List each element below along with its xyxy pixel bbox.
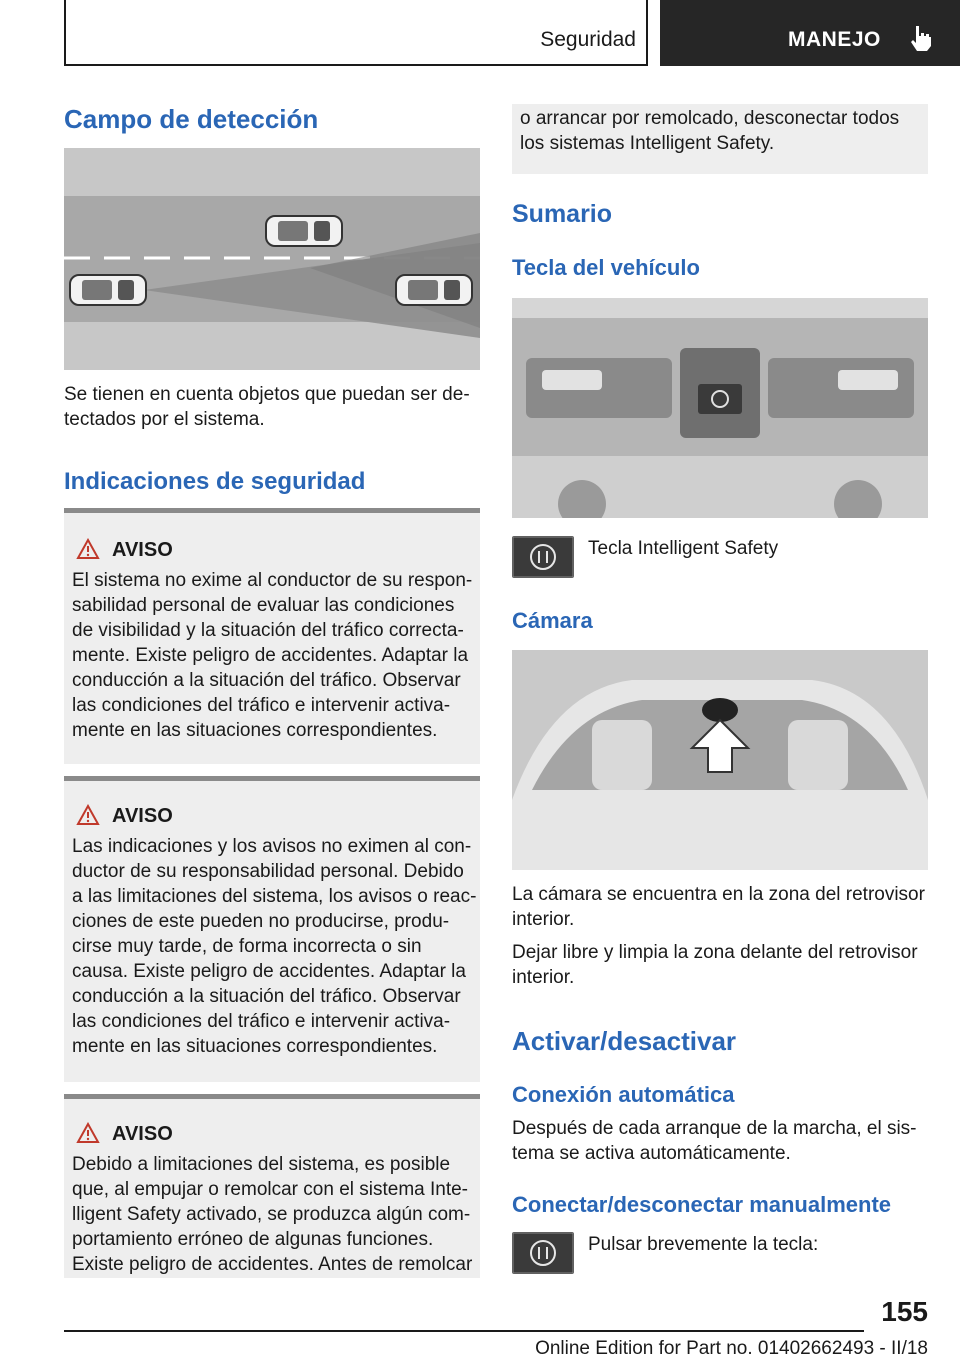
auto-text-line: tema se activa automáticamente. — [512, 1143, 791, 1164]
warning-line: causa. Existe peligro de accidentes. Adaptar la — [72, 961, 466, 982]
warning-line: portamiento erróneo de algunas funciones. — [72, 1229, 434, 1250]
warning-box-1 — [64, 508, 480, 764]
detection-caption — [64, 382, 484, 432]
intelligent-safety-key-icon — [512, 1232, 574, 1274]
heading-safety: Indicaciones de seguridad — [64, 468, 366, 495]
warning-line: ductor de su responsabilidad personal. Debido — [72, 861, 464, 882]
warning-box-2 — [64, 776, 480, 1082]
warning-line: cirse muy tarde, de forma incorrecta o sin — [72, 936, 422, 957]
warning-line: que, al empujar o remolcar con el sistema Inte- — [72, 1179, 469, 1200]
header-section: Seguridad — [540, 28, 636, 51]
warning-text — [72, 834, 480, 1059]
car-top — [266, 216, 342, 246]
auto-text-line: Después de cada arranque de la marcha, el sis- — [512, 1118, 917, 1139]
warning-line: conducción a la situación del tráfico. Observar — [72, 986, 461, 1007]
warning-line: Las indicaciones y los avisos no eximen al con- — [72, 836, 472, 857]
manual-text: Pulsar brevemente la tecla: — [588, 1234, 819, 1255]
warning-title: AVISO — [112, 539, 173, 561]
warning-title: AVISO — [112, 1123, 173, 1145]
warning-triangle-icon — [76, 1122, 100, 1149]
warning-text — [72, 568, 480, 743]
header-frame-right — [646, 0, 648, 66]
warning-line: las condiciones del tráfico e intervenir activa- — [72, 695, 451, 716]
camera-text-line: interior. — [512, 909, 575, 930]
heading-summary: Sumario — [512, 200, 613, 228]
heading-vehicle-key: Tecla del vehículo — [512, 255, 700, 280]
camera-photo — [512, 650, 928, 870]
heading-auto: Conexión automática — [512, 1082, 735, 1107]
footer-edition: Online Edition for Part no. 01402662493 - II/18 — [535, 1338, 928, 1359]
warning-line: los sistemas Intelligent Safety. — [520, 133, 775, 154]
vehicle-key-photo — [512, 298, 928, 518]
warning-triangle-icon — [76, 538, 100, 565]
warning-line: Existe peligro de accidentes. Antes de remolcar — [72, 1254, 473, 1275]
car-left — [70, 275, 146, 305]
heading-camera: Cámara — [512, 608, 593, 633]
warning-line: mente en las situaciones correspondientes. — [72, 720, 438, 741]
auto-text — [512, 1116, 932, 1166]
detection-diagram — [64, 148, 480, 370]
warning-line: El sistema no exime al conductor de su respon- — [72, 570, 473, 591]
heading-manual: Conectar/desconectar manualmente — [512, 1192, 892, 1217]
warning-line: mente. Existe peligro de accidentes. Adaptar la — [72, 645, 469, 666]
header-frame-left — [64, 0, 66, 66]
warning-line: conducción a la situación del tráfico. Observar — [72, 670, 461, 691]
warning-bar — [64, 776, 480, 781]
car-right — [396, 275, 472, 305]
header-rule — [64, 64, 648, 66]
warning-box-continued — [512, 104, 928, 174]
camera-text-line: La cámara se encuentra en la zona del retrovisor — [512, 884, 925, 905]
detection-caption-line: tectados por el sistema. — [64, 409, 265, 430]
warning-bar — [64, 1094, 480, 1099]
warning-line: mente en las situaciones correspondientes. — [72, 1036, 438, 1057]
camera-text-1 — [512, 882, 932, 932]
detection-caption-line: Se tienen en cuenta objetos que puedan ser de- — [64, 384, 470, 405]
heading-activate: Activar/desactivar — [512, 1026, 737, 1056]
header-tab-label: MANEJO — [788, 28, 881, 51]
hand-pointer-icon — [908, 24, 934, 57]
warning-line: o arrancar por remolcado, desconectar todos — [520, 108, 900, 129]
warning-box-3 — [64, 1094, 480, 1278]
key-label: Tecla Intelligent Safety — [588, 538, 779, 559]
warning-line: lligent Safety activado, se produzca algún com- — [72, 1204, 471, 1225]
footer-rule — [64, 1330, 864, 1332]
page-number: 155 — [881, 1296, 928, 1327]
warning-title: AVISO — [112, 805, 173, 827]
camera-text-2 — [512, 940, 932, 990]
warning-triangle-icon — [76, 804, 100, 831]
warning-line: Debido a limitaciones del sistema, es posible — [72, 1154, 451, 1175]
camera-text-line: interior. — [512, 967, 575, 988]
warning-text — [520, 106, 928, 156]
warning-line: a las limitaciones del sistema, los avisos o reac- — [72, 886, 477, 907]
heading-detection: Campo de detección — [64, 104, 319, 134]
header-tab — [660, 0, 960, 66]
camera-text-line: Dejar libre y limpia la zona delante del retrovisor — [512, 942, 918, 963]
warning-line: sabilidad personal de evaluar las condiciones — [72, 595, 455, 616]
warning-line: las condiciones del tráfico e intervenir activa- — [72, 1011, 451, 1032]
warning-line: de visibilidad y la situación del tráfico correcta- — [72, 620, 464, 641]
intelligent-safety-key-icon — [512, 536, 574, 578]
warning-text — [72, 1152, 480, 1277]
warning-line: ciones de este pueden no producirse, produ- — [72, 911, 450, 932]
warning-bar — [64, 508, 480, 513]
